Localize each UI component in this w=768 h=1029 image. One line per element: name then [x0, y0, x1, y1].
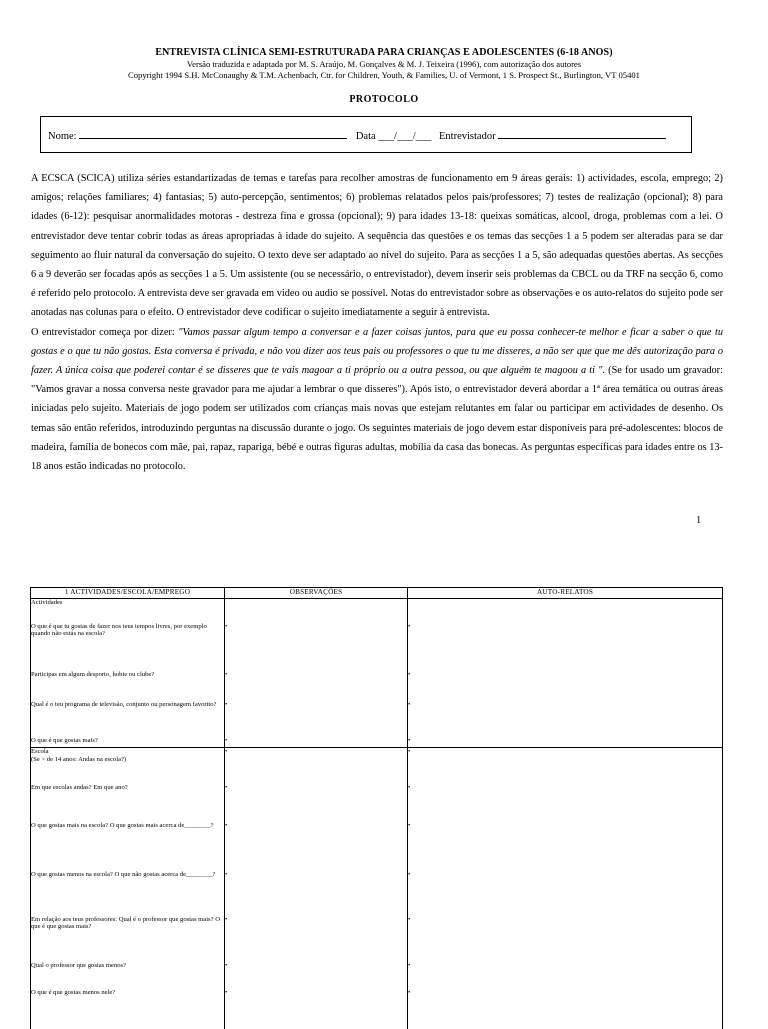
name-label: Nome: — [48, 131, 77, 142]
instructions-paragraph-2 — [31, 323, 723, 477]
observation-cell[interactable]: • — [225, 822, 408, 871]
observation-cell[interactable]: • — [225, 916, 408, 962]
question-cell: Qual é o teu programa de televisão, conjunto ou personagem favorito? — [31, 701, 225, 737]
header-observations: OBSERVAÇÕES — [225, 588, 408, 599]
section-title-activities: Actividades — [31, 599, 225, 623]
observation-cell[interactable]: • — [225, 671, 408, 701]
observation-cell[interactable]: • — [225, 748, 408, 784]
self-report-cell[interactable]: • — [408, 671, 723, 701]
observation-cell[interactable]: • — [225, 701, 408, 737]
document-title: ENTREVISTA CLÍNICA SEMI-ESTRUTURADA PARA CRIANÇAS E ADOLESCENTES (6-18 ANOS) — [155, 47, 613, 58]
date-field[interactable]: ___/___/___ — [378, 131, 432, 142]
table-row — [31, 916, 723, 962]
self-report-cell[interactable] — [408, 599, 723, 623]
paragraph-2-intro: O entrevistador começa por dizer: — [31, 326, 179, 338]
self-report-cell[interactable]: • — [408, 916, 723, 962]
paragraph-2-rest: (Se for usado um gravador: "Vamos gravar a nossa conversa neste gravador para me ajudar a lembrar o que disseres"). Após isto, o entrevistador deverá abordar a 1ª área temática ou outras áreas iniciadas pelo sujeito. Materiais de jogo podem ser utilizados com crianças mais novas que estejam relutantes em falar ou participar em actividades de desenho. Os temas são então referidos, introduzindo perguntas na discussão durante o jogo. Os seguintes materiais de jogo devem estar disponíveis para pré-adolescentes: blocos de madeira, família de bonecos com mãe, pai, rapaz, rapariga, bébé e outras figuras adultas, mobília da casa das bonecas. As perguntas específicas para idades entre os 13-18 anos estão indicadas no protocolo. — [31, 365, 723, 473]
question-cell: O que gostas menos na escola? O que não gostas acerca de________? — [31, 871, 225, 916]
table-row — [31, 962, 723, 989]
observation-cell[interactable]: • — [225, 623, 408, 671]
observation-cell[interactable]: • — [225, 784, 408, 822]
question-cell: Qual o professor que gostas menos? — [31, 962, 225, 989]
self-report-cell[interactable]: • — [408, 989, 723, 1029]
question-cell: O que é que gostas mais? — [31, 737, 225, 748]
table-row — [31, 871, 723, 916]
header-activities: 1 ACTIVIDADES/ESCOLA/EMPREGO — [31, 588, 225, 599]
table-row — [31, 701, 723, 737]
table-row — [31, 737, 723, 748]
name-field[interactable] — [79, 128, 347, 139]
protocol-heading: PROTOCOLO — [349, 94, 419, 105]
instructions-paragraph-1: A ECSCA (SCICA) utiliza séries estandartizadas de temas e tarefas para recolher amostras de funcionamento em 9 áreas gerais: 1) actividades, escola, emprego; 2) amigos; relações familiares; 4) fantasias; 5) auto-percepção, sentimentos; 6) problemas relatados pelos pais/professores; 7) testes de realização (opcional); 8) para idades (6-12): pesquisar anormalidades motoras - destreza fina e grossa (opcional); 9) para idades 13-18: queixas somáticas, alcool, droga, problemas com a lei. O entrevistador deve tentar cobrir todas as áreas apropriadas à idade do sujeito. A sequência das questões e os temas das secções 1 a 5 podem ser alteradas para se dar seguimento ao fluir natural da conversação do sujeito. O texto deve ser adaptado ao nível do sujeito. Para as secções 1 a 5, são adequadas questões abertas. As secções 6 a 9 deverão ser focadas após as secções 1 a 5. Um assistente (ou se necessário, o entrevistador), devem inserir seis problemas da CBCL ou da TRF na secção 6, como é referido pelo protocolo. A entrevista deve ser gravada em video ou audio se possível. Notas do entrevistador sobre as observações e os auto-relatos do sujeito pode ser anotadas nas colunas para o efeito. O entrevistador deve codificar o sujeito imediatamente a seguir à entrevista. — [31, 173, 723, 319]
table-row — [31, 623, 723, 671]
self-report-cell[interactable]: • — [408, 737, 723, 748]
section-title-school — [31, 748, 225, 784]
question-cell: O que é que tu gostas de fazer nos teus tempos livres, por exemplo quando não estás na escola? — [31, 623, 225, 671]
question-cell: Participas em algum desporto, hobie ou clube? — [31, 671, 225, 701]
table-row — [31, 748, 723, 784]
table-row — [31, 599, 723, 623]
self-report-cell[interactable]: • — [408, 822, 723, 871]
self-report-cell[interactable]: • — [408, 962, 723, 989]
table-row — [31, 784, 723, 822]
self-report-cell[interactable]: • — [408, 871, 723, 916]
observation-cell[interactable]: • — [225, 871, 408, 916]
instructions-text — [31, 169, 723, 476]
paragraph-2-quote: "Vamos passar algum tempo a conversar e a fazer coisas juntos, para que eu possa conhecer-te melhor e ficar a saber o que tu gostas e o que tu não gostas. Esta conversa é privada, e não vou dizer aos teus pais ou professores o que tu me disseres, a não ser que que me dês autorização para o fazer. A única coisa que poderei contar é se disseres que te vais magoar a ti próprio ou a outra pessoa, ou que alguém te magoou a ti ". — [31, 326, 723, 377]
observation-cell[interactable]: • — [225, 989, 408, 1029]
page-number: 1 — [696, 515, 702, 526]
identification-box — [40, 116, 692, 153]
observation-cell[interactable] — [225, 599, 408, 623]
table-row — [31, 671, 723, 701]
school-title: Escola — [31, 748, 49, 755]
question-cell: Em relação aos teus professores: Qual é o professor que gostas mais? O que é que gostas mais? — [31, 916, 225, 962]
school-subtitle: (Se > de 14 anos: Andas na escola?) — [31, 755, 127, 763]
interviewer-label: Entrevistador — [439, 131, 496, 142]
observation-cell[interactable]: • — [225, 737, 408, 748]
protocol-table — [30, 587, 723, 1029]
question-cell: Em que escolas andas? Em que ano? — [31, 784, 225, 822]
self-report-cell[interactable]: • — [408, 623, 723, 671]
date-label: Data — [355, 131, 376, 142]
version-line: Versão traduzida e adaptada por M. S. Araújo, M. Gonçalves & M. J. Teixeira (1996), com autorização dos autores — [186, 59, 582, 69]
observation-cell[interactable]: • — [225, 962, 408, 989]
table-header-row — [31, 588, 723, 599]
copyright-line: Copyright 1994 S.H. McConaughy & T.M. Achenbach, Ctr. for Children, Youth, & Families, U. of Vermont, 1 S. Prospect St., Burlington, VT 05401 — [128, 70, 640, 80]
header-self-reports: AUTO-RELATOS — [408, 588, 723, 599]
self-report-cell[interactable]: • — [408, 748, 723, 784]
self-report-cell[interactable]: • — [408, 784, 723, 822]
table-row — [31, 989, 723, 1029]
table-row — [31, 822, 723, 871]
question-cell: O que é que gostas menos nele? — [31, 989, 225, 1029]
interviewer-field[interactable] — [498, 128, 666, 139]
identification-row — [48, 128, 666, 142]
self-report-cell[interactable]: • — [408, 701, 723, 737]
question-cell: O que gostas mais na escola? O que gostas mais acerca de________? — [31, 822, 225, 871]
